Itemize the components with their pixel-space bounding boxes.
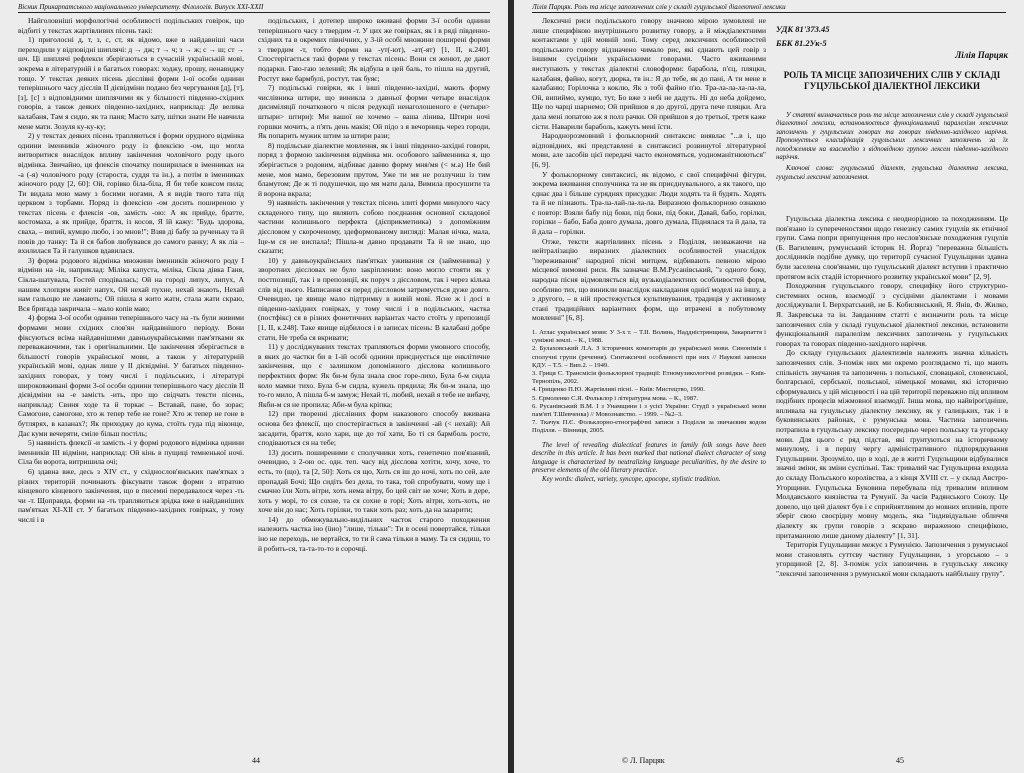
paragraph: 8) подільське діалектне мовлення, як і інші південно-західні говори, поряд з формою закінчення відмінка мн. особового займенника я, що зберігається з родовим, відбиває давню форму мня/мя (< м.а) Не бий мене, моя мамо, березовим прутом, Уже ти мя не розлучиш із тим бламутом; Де ж ті подушечки, що мя мати дала, Вимила просушити та й ворона вкрала; xyxy=(258,140,490,198)
paragraph: Гуцульська діалектна лексика є неоднорідною за походженням. Це пов'язано із супереченостями щодо генезису самих гуцулів як етнічної групи. Сама попри припущення про неслов'янське походження гуцулів (Б. Вагилевич, румунський історик Н. Йорга) "переважна більшість дослідників подібне думку, що території сучасної Гуцульщини здавна були заселена слов'янами, що гуцульський діалект вступив і практично протягом всіх стадій історичного розвитку української мови" [2, 9]. xyxy=(776,214,1008,281)
paragraph: Територія Гуцульщини межує з Румунією. Запозичення з румунської мови становлять суттєву частину Гуцульщини, з угорською – з угорщиной [2, 8]. З-поміж усіх запозичень в гуцульську лексику "лексичні запозичення з румунської мови складають найбільшу групу". xyxy=(776,540,1008,578)
keywords: Ключові слова: гуцульський діалект, гуцульська діалектна лексика, гуцульські лексичні запозичення. xyxy=(776,165,1008,181)
english-abstract: The level of revealing dialectical features in family folk songs have been describe in this article. It has been marked that national dialect character of song language is characterized by neutralizing language peculiarities, by the desire to preserve elements of the old literary practice. xyxy=(532,441,766,475)
paragraph: 14) до обмежувально-видільних часток старого походження належить частка іно (üно) "лише, тільки": Ти в осені повертайся, тільки іно не переходь, не вертайся, то ти й сама тільки в маму. Та ся сидиш, то й робить-ся, та-та-то-то в сорочці. xyxy=(258,514,490,553)
paragraph: Отже, тексти жартівливих пісень з Поділля, незважаючи на нейтралізацію виразних діалектних особливостей унаслідок "переживання" народної пісні митцем, відбивають певною мірою місцевої вимовні риси. Як зазначає В.М.Русанівський, "з одного боку, народна пісня відмовляється від вузькодіалектних особливостей форм, особливо тих, що виникли внаслідок накладання однієї моделі на іншу, а з другого, – в ній простежується культивування, традиція у активному стані традиційних варіантних форм, що втрачені в побутовому мовленні" [6, 8]. xyxy=(532,236,766,323)
paragraph: До складу гуцульських діалектизмів належить значна кількість запозичених слів. З-поміж них ми окремо розглядаємо ті, що мають спільність звучання та запозичень з польської, словацької, словенської, болгарської, сербської, польської, німецької мовами, які історично сформувались у цій місцевості і на цій території переважно під впливом подібних процесів міжмовної взаємодії. Інша мова, що найвірогідніше, впливала на гуцульську діалектну лексику, як у галицьких, так і в буковинських районах, є румунська мова. Частина запозичень потрапила в гуцульську лексику посередньо через польську та угорську мови. Для цього є ряд підстав, які ґрунтуються на історичному минулому, і в першу чергу адміністративного підпорядкування Гуцульщини. Зрозуміло, що в ході, де в житті Гуцульщини відбувалися значні зміни, як зміни суспільні. Так: тривалий час Гуцульщина входила до складу Польського королівства, а з кінця XVIII ст. – у склад Австро-Угорщини. Гуцульська Буковина перебувала під тривалим впливом Молдавського князівства та Румунії. За часів Радянського Союзу. Це довело, що цей діалект був і є сприйнятливим до мовних впливів, проте зберіг свою своєрідну мовну модель, яка "індивідуальне обличчя діалекту як групи говорів з яскраво вираженою специфікою, притаманною лише даному діалекту" [1, 31]. xyxy=(776,348,1008,540)
running-header: Вісник Прикарпатського національного університету. Філологія. Випуск XXI-XXII xyxy=(18,3,490,13)
paragraph: 13) досить поширеними є сполучники хоть, генетично пов'язаний, очевидно, з 2-ою ос. одн. теп. часу від дієслова хотіти, хочу, хоче, то есть, то (що), та [2, 50]: Хоть ся що, Хоть ся іш до ночі, хоть по сей, але пропадай Бочі; Що сидіть без дела, то така, той спробувати, чому ще і смачно їли Хоть вітри, хоть нема вітру, бо цей світ не хоче; Хоть в дере, хоть у морі, то ся сохне, та ся сохне в горі; Хоть вітри, хоть-хоть, не хоче він до нас; Хоть горілки, то таки хоть раз; хоть да на зазарити; xyxy=(258,447,490,515)
paragraph: У фольклорному синтаксисі, як відомо, є свої специфічні фігури, зокрема вживання сполучника та не як приєднувального, а як такого, що єднає два і більше суряднях присудки: Люди ходять та й будять. Ходять та й не пізнають. Тра-ла-лай-ла-ла-ла. Виразною фольклорною ознакою є повтор: Взяли бабу під боки, під боки, під боки, Давай, бабо, горілки, горілки – бабо, Баба довго думала, довго думала, Піднялася та й дала, та й дала – горілки. xyxy=(532,169,766,237)
article-author: Лілія Парцяк xyxy=(955,50,1008,60)
paragraph: 4) форма 3-ої особи однини теперішнього часу на -ть були живими формами мови східних слов'ян найдавнішого періоду. Вони фіксуються всіма найдавнішими давньоукраїнськими пам'ятками як переважаючими, так і оригінальними. Це закінчення зберігається в більшості говорів української мови, а також у літературній українській мові, однак лише у ІІ дієвідміні. У багатьох південно-західних говорах, у тому числі і подільських, і літературі широковживані форми 3-ої особи однини теперішнього часу дієслів ІІ дієвідміни на -е замість -ить, про що свідчать тексти пісень, наприклад: Свиня ходе та й торкає – Вставай, пане, бо зорає; Самогоне, самогоне, хто ж тепер тебе не гоне? Хто ж тепер не гоне в бутлярях, в казанах?; Як приходжу до кума, стоїть гуда під віконце, Дає куми вечеряти, сміле більш постіль; xyxy=(18,313,244,438)
bbk-code: ББК 81.2Ук-5 xyxy=(776,38,827,48)
paragraph: 9) наявність закінчення у текстах пісень злиті форми минулого часу складеного типу, що являють собою поєднання основної складової частини колишнього перфекта (дієприкметника) з допоміжним дієсловом у скороченому, здеформованому вигляді: Малая нічка, мала, Іце-м ся не виспала!; Пішла-м давно продавати Та й не знаю, що сказати; xyxy=(258,198,490,256)
reference-item: 6. Русанівський В.М. І з Унамщини і з усієї України: Студії з української мови пам'яті Т.Шевченка) // Мовознавство. – 1999. – №2–3. xyxy=(532,402,766,419)
reference-item: 1. Атлас української мови: У 3-х т. – Т.ІІ. Волинь, Наддністрянщина, Закарпаття і суміжні землі. – К., 1988. xyxy=(532,329,766,345)
paragraph: 11) у досліджуваних текстах трапляються форми умовного способу, в яких до частки би в 1-ій особі однини приєднується ще енклітичне закінчення, що є залишком допоміжного дієслова колишнього перфектних форм: Як би-м була знала своє горе-лихо, Була б-м сидла коло мамки тихо. Була б-м сидла, кужель прядила; Як би-м знала, що то-го мило, А пішла б-м замуж; Нехай ті, любий, нехай я тебе не вибачу, Якби-м ся не пропила; Аби-м була кріпка; xyxy=(258,342,490,409)
page-number-right: 45 xyxy=(896,756,904,765)
udk-code: УДК 81'373.45 xyxy=(776,24,830,34)
paragraph: Походження гуцульського говору, специфіку його структурно-системних основ, взаємодії з сусідніми діалектами і мовами досліджували І. Верхратський, не Б. Кобилянський, Я. Янів, Ф. Жилко, Я. Закревська та ін. Завданням статті є визначити роль та місце запозичених слів у складі гуцульської діалектної лексики, встановити функціональний паралелізм лексичних запозичень у гуцульських говорах та говорах південно-західного наріччя. xyxy=(776,281,1008,348)
paragraph: Лексичні риси подільського говору значною мірою зумовлені не лише специфікою внутрішнього розвитку говору, а й міждіалектними контактами у цій мовній зоні. Тому серед лексичних особливостей подільського говору відзначено чимало рис, які єднають цей говір з іншими сусідніми українськими говорами. Часто вживаними виступають у текстах діалектні словоформи: барабола, п'єц, пляцки, калабаня, файно, когут, дюрка, тв ін.: Я до тебе, як до пані, А ти мене в калабаню; Горілочка з коклю, Як з тобі файно п'ю. Тра-ла-ла-ла-ла-ла, Ой, випиймо, кумцю, тут, Бо вже з небі не дадуть. Ні до неба дойдемо, Ще по чарці шарнемо; Ой прийшов я до другої, друга пече пляцки. Ага дала мені лопатою аж я полз рачки. Ой прийшов я до третьої, третя каже сісти. Наварили бараболь, кажуть мені їсти. xyxy=(532,16,766,131)
paragraph: 2) у текстах деяких пісень трапляються і форми орудного відмінка однини іменників жіночого роду із флексією -ом, що могла витворитися внаслідок впливу закінчення чоловічого роду цього відмінка. Звичайно, ця флексія спочатку поширилася в іменниках на -а (-я) чоловічого роду (староста, суддя та ін.), а потім в іменниках жіночого роду [2, 60]: Ой, горівко біла-біла, Я би тебе кожсом пила; Ти видала мою маму з босими ногами, А я видів твого тата під церквом з торбами. Поряд із флексією -ом досить поширеною у текстах пісень є флексія -ов, замість -ою: А як прийде, братте, костомаха, а як прийде, браття, із косов, Я їй кажу: "Будь здорова, сваха, – випий, кумцю любо, і зо мнов!"; Взяв ді бабу за рученьку та й повів до танку: Та й ся бабов любувався до самого ранку; А як ліа – вхилилася Та й галушков вдавилася. xyxy=(18,131,244,256)
paragraph: 6) здавна вже, десь з XIV ст., у східнослов'янських пам'ятках з різних територій починають фіксувати також форми з втратою кінцевого кінцевого закінчення, що в писемні передавалося через -ть чи -т. Щоправда, форми на -ть трапляються зрідка вже в найдавніших пам'ятках ХІ-ХІІ ст. У багатьох південно-західних говірках, у тому числі і в xyxy=(18,466,244,524)
abstract-block xyxy=(776,112,1008,212)
reference-item: 4. Грищенко П.Ю. Жартівливі пісні. – Київ: Мистецтво, 1990. xyxy=(532,386,705,394)
paragraph: 1) приголосні д, т, з, с, ст, як відомо, вже в найдавніші часи переходили у відповідні шиплячі: д → дж; т → ч; з → ж; с → ш; ст → шч. Ці шиплячі рефлекси зберігаються в сучасній українській мові, зокрема в літературній і в багатьох говорах: ходжу, прошу, ненавиджу тощо. У текстах деяких пісень дієслівні форми 1-ої особи однини теперішнього часу дієслів ІІ дієвідміни подано без чергування [д], [т], [з], [с] з відповідними шиплячими як у більшості південно-східних говорів, а також деяких південно-західних, наприклад: Де велика калабаня, Там я сидю, як та паня; Масто хату, шітки знати Не навчила мене мати. Зозуля ку-ку-ку; xyxy=(18,35,244,131)
article-title: РОЛЬ ТА МІСЦЕ ЗАПОЗИЧЕНИХ СЛІВ У СКЛАДІ ГУЦУЛЬСЬКОЇ ДІАЛЕКТНОЇ ЛЕКСИКИ xyxy=(783,70,1001,91)
paragraph: Народнорозмовний і фольклорний синтаксис виявлає "...в і, що відповідних, які представлені в синтаксисі розвинутої літературної мови, але засобів цієї передачі часто економяться, уодноманітнюються" [6, 9]. xyxy=(532,131,766,169)
column-left-1 xyxy=(18,16,244,742)
paragraph: 3) форма родового відмінка множини іменників жіночого роду І відміни на -ів, наприклад: Міліка капуста, міліка, Сікла дівка Ганя, Сікла-шатувала, Гостей сподівалась; Ой на городі липух, липух, А нашим хлопцям живіт напух, Ой нехай пухне, нехай знають, Нехай нам гальоцю не ламають; Ой пішла я жито жати, стала жати скраю, Вся бригада закричала – мало копів маю; xyxy=(18,255,244,313)
paragraph: подільських, і дотепер широко вживані форми 3-ї особи однини теперішнього часу з твердим -т. У цих же говірках, як і в ряді південно-східних та в окремих північних, у 3-ій особі множини поширені форми з твердим -т, тобто форми на -ут(-ют), -ат(-ят) [1, II, к.240]. Спостерігається такі форми у текстах пісень: Вони ся женют, де дают подарки. Гаю-гаю зелений; Як відбула в цей баль, то пішла на другий, Ростут вже бармбулі, ростут, так буяє; xyxy=(258,16,490,83)
paragraph: 12) при творенні дієслівних форм наказового способу вживана основа без флексії, що спостерігається в закінченні -ай (< нехай): Ай засадити, браття, коло хари, ще до тої хати, Бо ті ся бармболь росте, сподіваються ся на тебе; xyxy=(258,409,490,448)
reference-item: 3. Гриця С. Трансмісія фольклорної традиції: Етномузикологічні розвідки. – Київ-Тернопіль, 2002. xyxy=(532,370,766,386)
right-page xyxy=(514,0,1024,773)
english-keywords: Key words: dialect, variety, syncope, apocope, stylistic tradition. xyxy=(542,475,721,483)
paragraph: Найголовніші морфологічні особливості подільських говірок, що відбиті у текстах жартівливих пісень такі: xyxy=(18,16,244,35)
reference-item: 5. Єрмоленко С.Я. Фольклор і літературна мова. – К., 1987. xyxy=(532,394,699,402)
page-number-left: 44 xyxy=(252,756,260,765)
paragraph: 10) у давньоукраїнських пам'ятках уживання ся (займенника) у зворотних дієсловах не було закріпленим: воно могло стояти як у постпозиції, так і в препозиції, як поруч з дієсловом, так і через кілька слів від нього. Написання ся перед дієсловом затримується дуже довго. Очевидно, це явище мало підтримку в живій мові. Ясне ж і досі в південно-західних говірках, у тому числі і в подільських, частка (постфікс) ся в різних фонетичних варіантах часто стоїть у препозиції [1, II, к.248]. Таке явище відбилося і в записах пісень: В калабані добре стати, Не треба ся вкривати; xyxy=(258,255,490,342)
abstract: У статті визначається роль та місце запозичених слів у складі гуцульської діалектної лексики, встановлюється функціональний паралелізм лексичних запозичень у гуцульських говорах та говорах південно-західного наріччя. Пропонується класифікація гуцульських лексичних запозичень за їх походженням на взаємодію з відповідною групою лексем південно-західного наріччя. xyxy=(776,112,1008,162)
reference-item: 7. Ткачук П.Є. Фольклорно-етнографічні записи з Поділля за звичаєвим кодом Поділля. – Вінниця, 2005. xyxy=(532,419,766,435)
running-header: Лілія Парцяк. Роль та місце запозичених слів у складі гуцульської діалектної лексики xyxy=(532,3,1006,13)
column-left-2 xyxy=(258,16,490,742)
paragraph: 5) наявність флексії -и замість -і у формі родового відмінка однини іменників ІІІ відміни, наприклад: Ой кінь в пущиці темненької ночі. Сіла би ворота, витришила очі; xyxy=(18,438,244,467)
column-right-2 xyxy=(776,214,1008,742)
reference-item: 2. Булаховський Л.А. З історичних коментарів до української мови. Синонімія і сполучні групи (речення). Синтаксичні особливості при них // Наукові записки КДУ. – Т.5. – Вип.2. – 1949. xyxy=(532,345,766,369)
column-right-1 xyxy=(532,16,766,742)
copyright: © Л. Парцяк xyxy=(622,756,665,765)
left-page xyxy=(0,0,508,773)
paragraph: 7) подільські говірки, як і інші південно-західні, мають форму числівника штири, що виникла з давньої форми четыре внаслідок дисиміляції початкового ч після редукції ненаголошеного е (четыри> штыри> штири): Ми вашої не хочемо – ваша лінива, Штири ночі горшки мочить, а п'ять день макія; Ой підо з я вечорниць через городи, Як попарить мужик штим за штири рази; xyxy=(258,83,490,141)
